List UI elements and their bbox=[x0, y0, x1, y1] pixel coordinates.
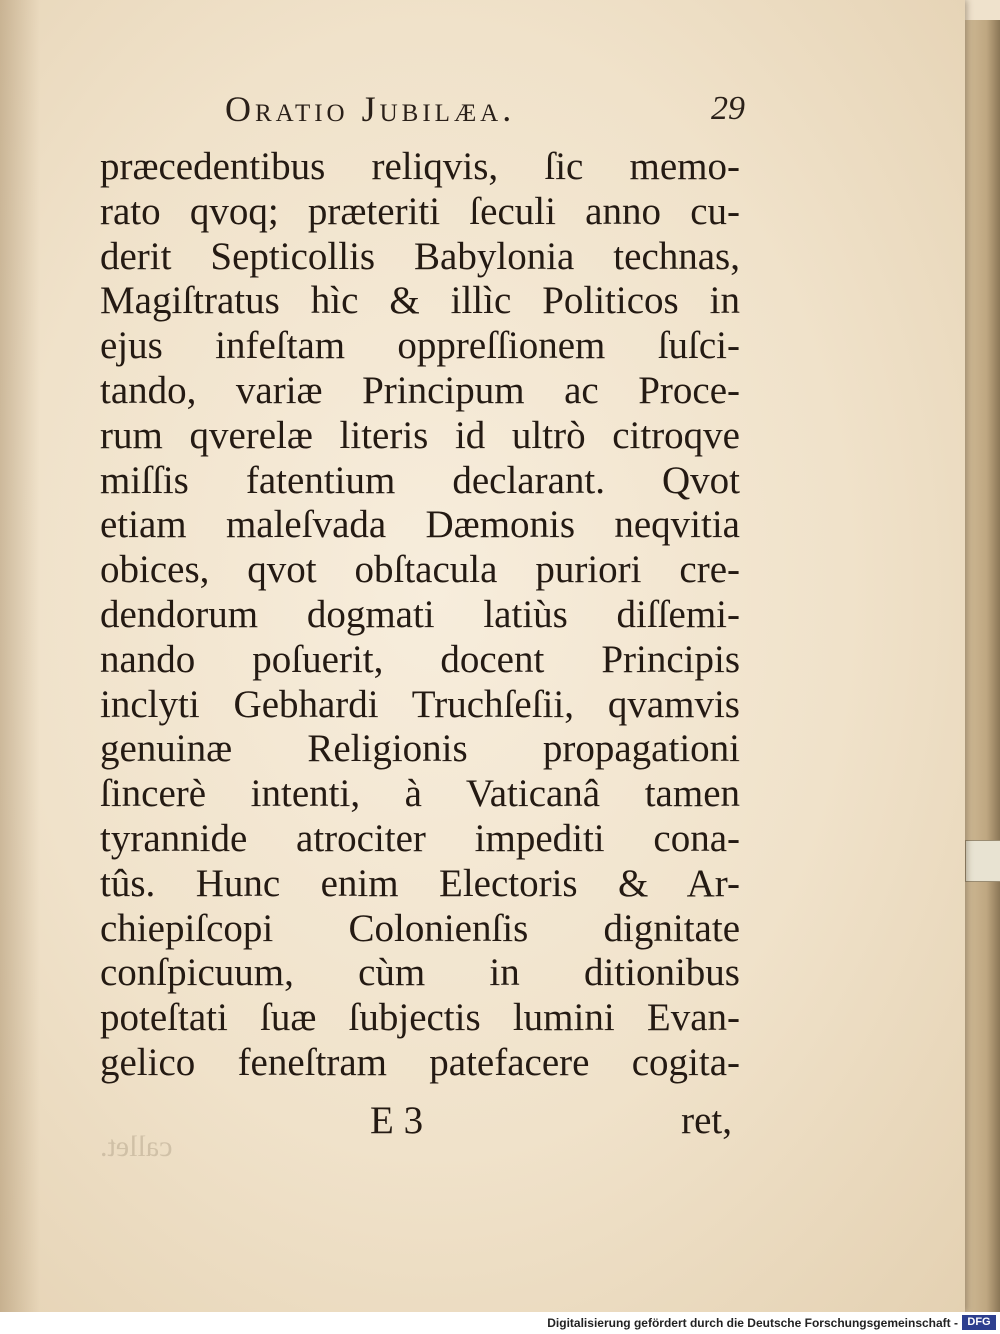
text-line: genuinæ Religionis propagationi bbox=[100, 727, 740, 771]
credit-bar bbox=[0, 1312, 1000, 1334]
running-head-title: Oratio Jubilæa. bbox=[225, 89, 516, 129]
gutter-shadow bbox=[0, 0, 40, 1312]
credit-text: Digitalisierung gefördert durch die Deutsche Forschungsgemeinschaft - bbox=[547, 1316, 958, 1330]
text-line: nando poſuerit, docent Principis bbox=[100, 637, 740, 681]
signature-mark: E 3 bbox=[370, 1099, 424, 1142]
text-line: gelico feneſtram patefacere cogita- bbox=[100, 1040, 740, 1084]
bleed-through-text: callet. bbox=[100, 1130, 173, 1163]
text-line: conſpicuum, cùm in ditionibus bbox=[100, 951, 740, 995]
dfg-logo-icon: DFG bbox=[962, 1315, 996, 1330]
text-line: chiepiſcopi Colonienſis dignitate bbox=[100, 906, 740, 950]
body-text bbox=[100, 145, 740, 1086]
text-line: miſſis fatentium declarant. Qvot bbox=[100, 458, 740, 502]
text-line: rato qvoq; præteriti ſeculi anno cu- bbox=[100, 189, 740, 233]
text-line: tyrannide atrociter impediti cona- bbox=[100, 816, 740, 860]
text-line: derit Septicollis Babylonia technas, bbox=[100, 234, 740, 278]
text-line: inclyti Gebhardi Truchſeſii, qvamvis bbox=[100, 682, 740, 726]
text-line: obices, qvot obſtacula puriori cre- bbox=[100, 548, 740, 592]
text-line: tando, variæ Principum ac Proce- bbox=[100, 368, 740, 412]
page-tab-marker bbox=[965, 840, 1000, 882]
page-number: 29 bbox=[711, 90, 745, 127]
page-footer bbox=[100, 1098, 740, 1148]
catchword: ret, bbox=[681, 1099, 732, 1142]
text-line: etiam maleſvada Dæmonis neqvitia bbox=[100, 503, 740, 547]
text-line: rum qverelæ literis id ultrò citroqve bbox=[100, 413, 740, 457]
text-line: Magiſtratus hìc & illìc Politicos in bbox=[100, 279, 740, 323]
text-line: ejus infeſtam oppreſſionem ſuſci- bbox=[100, 324, 740, 368]
text-line: dendorum dogmati latiùs diſſemi- bbox=[100, 592, 740, 636]
running-head bbox=[225, 88, 745, 138]
text-line: ſincerè intenti, à Vaticanâ tamen bbox=[100, 772, 740, 816]
text-line: tûs. Hunc enim Electoris & Ar- bbox=[100, 861, 740, 905]
text-line: præcedentibus reliqvis, ſic memo- bbox=[100, 145, 740, 188]
text-line: poteſtati ſuæ ſubjectis lumini Evan- bbox=[100, 996, 740, 1040]
